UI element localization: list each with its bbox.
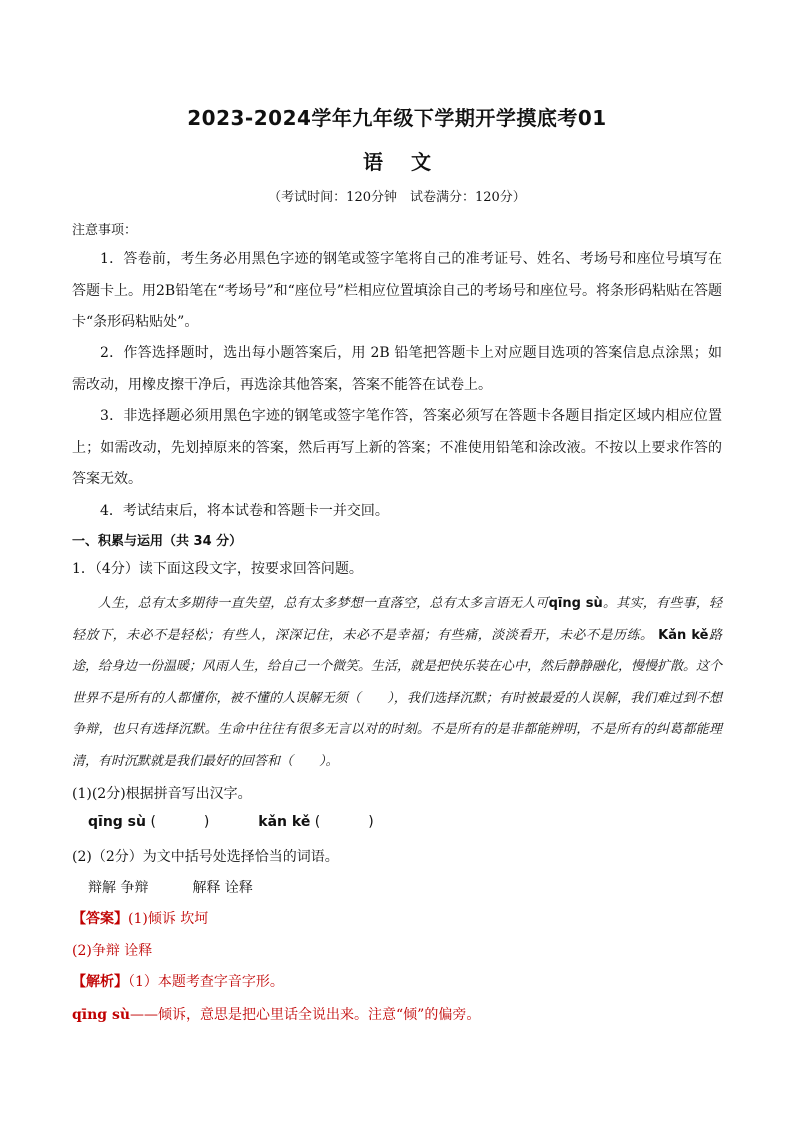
word-choices [88,877,253,897]
choice-group-2: 解释 诠释 [192,880,253,896]
notice-title: 注意事项： [72,223,138,238]
reading-passage [72,588,722,777]
passage-part-a: 人生，总有太多期待一直失望，总有太多梦想一直落空，总有太多言语无人可 [98,596,549,611]
notice-item-2: 2．作答选择题时，选出每小题答案后，用 2B 铅笔把答题卡上对应题目选项的答案信息点涂黑；如需改动，用橡皮擦干净后，再选涂其他答案，答案不能答在试卷上。 [72,345,722,393]
pinyin-label-2: kǎn kě [258,814,311,830]
blank-open-1: ( [150,814,156,830]
notice-item-4: 4．考试结束后，将本试卷和答题卡一并交回。 [100,503,389,519]
exam-title: 2023-2024学年九年级下学期开学摸底考01 [187,106,607,130]
pinyin-label-1: qīng sù [88,814,146,830]
sub-question-2: (2)（2分）为文中括号处选择恰当的词语。 [72,849,339,865]
answer-line-1 [72,908,208,928]
analysis-line [72,971,284,991]
passage-part-b: 。其实，有些事，轻轻放下，未必不是轻松；有些人，深深记住，未必不是幸福；有些痛，淡淡看开，未必不是历练。 [72,596,722,643]
pinyin-1: qīng sù [548,596,603,611]
analysis-detail-text: ——倾诉，意思是把心里话全说出来。注意“倾”的偏旁。 [130,1007,481,1023]
exam-meta: （考试时间：120分钟 试卷满分：120分） [268,190,526,205]
question-1: 1．（4分）读下面这段文字，按要求回答问题。 [72,561,363,577]
section-heading: 一、积累与运用（共 34 分） [72,534,243,549]
choice-group-1: 辩解 争辩 [88,880,149,896]
answer-label: 【答案】 [72,911,128,927]
subject-char-1: 语 [363,150,383,174]
sub-question-1: (1)(2分)根据拼音写出汉字。 [72,786,252,802]
analysis-pinyin: qīng sù [72,1007,131,1023]
analysis-label: 【解析】 [72,974,128,990]
blank-close-2: ) [368,814,374,830]
notice-item-3: 3．非选择题必须用黑色字迹的钢笔或签字笔作答，答案必须写在答题卡各题目指定区域内相应位置上；如需改动，先划掉原来的答案，然后再写上新的答案；不准使用铅笔和涂改液。不按以上要求作答的答案无效。 [72,408,722,487]
blank-open-2: ( [314,814,321,830]
notice-item-1: 1．答卷前，考生务必用黑色字迹的钢笔或签字笔将自己的准考证号、姓名、考场号和座位号填写在答题卡上。用2B铅笔在“考场号”和“座位号”栏相应位置填涂自己的考场号和座位号。将条形码粘贴在答题卡“条形码粘贴处”。 [72,251,722,330]
subject-char-2: 文 [411,150,431,174]
subject-title [0,146,794,175]
answer-2: (2)争辩 诠释 [72,943,153,959]
analysis-detail [72,1004,480,1024]
passage-part-c: 路途，给身边一份温暖；风雨人生，给自己一个微笑。生活，就是把快乐装在心中，然后静静融化，慢慢扩散。这个世界不是所有的人都懂你，被不懂的人误解无须（ ），我们选择沉默；有时被最爱的人误解，我们难过到不想争辩，也只有选择沉默。生命中往往有很多无言以对的时刻。不是所有的是非都能辨明，不是所有的纠葛都能理清，有时沉默就是我们最好的回答和（ ）。 [72,627,723,769]
pinyin-row [88,814,374,830]
analysis-text: （1）本题考查字音字形。 [128,974,284,990]
answer-1: (1)倾诉 坎坷 [128,911,209,927]
pinyin-2: Kǎn kě [658,627,709,643]
blank-close-1: ) [203,814,210,830]
